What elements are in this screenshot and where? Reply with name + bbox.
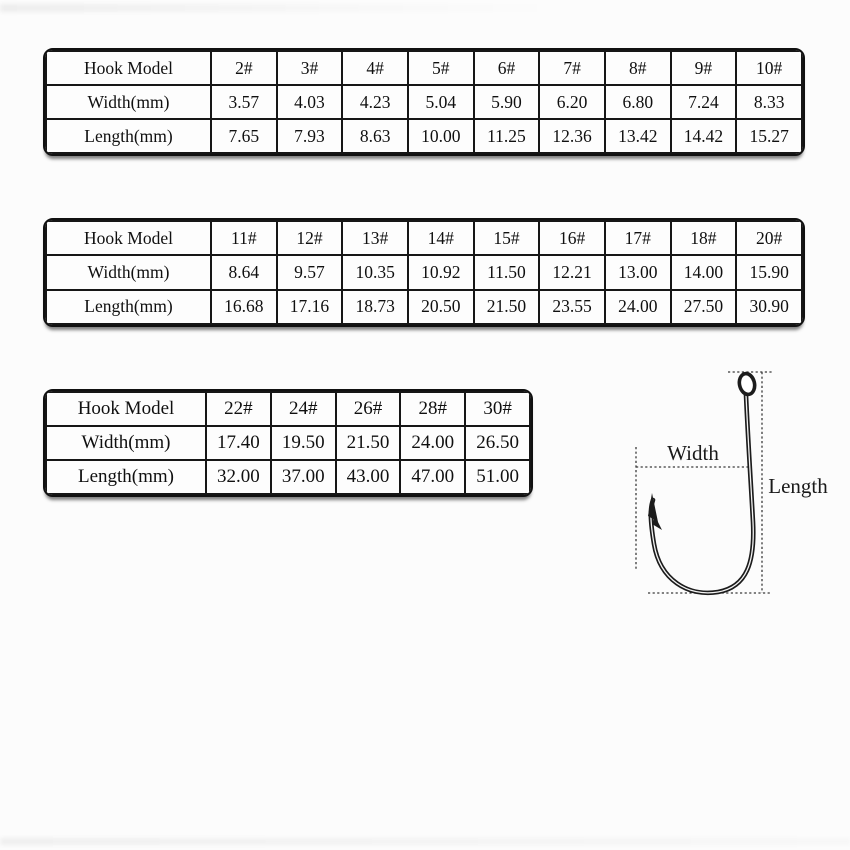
value-cell: 11.25: [474, 119, 540, 153]
hook-model-cell: 2#: [211, 51, 277, 85]
hook-model-cell: 22#: [206, 392, 271, 426]
hook-model-cell: 30#: [465, 392, 530, 426]
hook-spec-table-small-sizes: [43, 48, 805, 156]
value-cell: 13.42: [605, 119, 671, 153]
model-row: [46, 51, 802, 85]
row-header-cell: Length(mm): [46, 460, 206, 494]
hook-model-cell: 14#: [408, 221, 474, 255]
hook-model-cell: 17#: [605, 221, 671, 255]
hook-model-cell: 11#: [211, 221, 277, 255]
hook-model-cell: 13#: [342, 221, 408, 255]
value-cell: 12.36: [539, 119, 605, 153]
value-cell: 8.63: [342, 119, 408, 153]
value-cell: 32.00: [206, 460, 271, 494]
value-cell: 17.40: [206, 426, 271, 460]
value-cell: 43.00: [336, 460, 401, 494]
spec-table: [45, 391, 531, 495]
value-cell: 5.04: [408, 85, 474, 119]
hook-model-cell: 10#: [736, 51, 802, 85]
value-cell: 24.00: [605, 290, 671, 324]
length-row: [46, 460, 530, 494]
hook-model-cell: 5#: [408, 51, 474, 85]
value-cell: 6.20: [539, 85, 605, 119]
row-header-cell: Length(mm): [46, 290, 211, 324]
width-row: [46, 85, 802, 119]
hook-dimension-diagram: [600, 350, 850, 612]
row-header-cell: Width(mm): [46, 255, 211, 289]
value-cell: 23.55: [539, 290, 605, 324]
value-cell: 37.00: [271, 460, 336, 494]
spec-table: [45, 50, 803, 154]
value-cell: 7.24: [671, 85, 737, 119]
value-cell: 30.90: [736, 290, 802, 324]
value-cell: 18.73: [342, 290, 408, 324]
length-row: [46, 119, 802, 153]
hook-model-cell: 18#: [671, 221, 737, 255]
value-cell: 14.42: [671, 119, 737, 153]
value-cell: 15.90: [736, 255, 802, 289]
value-cell: 15.27: [736, 119, 802, 153]
spec-table-body: [46, 221, 802, 324]
model-row: [46, 392, 530, 426]
value-cell: 17.16: [277, 290, 343, 324]
value-cell: 3.57: [211, 85, 277, 119]
hook-model-cell: 4#: [342, 51, 408, 85]
hook-model-cell: 12#: [277, 221, 343, 255]
row-header-cell: Hook Model: [46, 51, 211, 85]
value-cell: 5.90: [474, 85, 540, 119]
fishing-hook-illustration: [648, 372, 757, 593]
value-cell: 10.35: [342, 255, 408, 289]
hook-shank-and-bend: [651, 395, 753, 593]
value-cell: 6.80: [605, 85, 671, 119]
value-cell: 20.50: [408, 290, 474, 324]
value-cell: 24.00: [400, 426, 465, 460]
value-cell: 12.21: [539, 255, 605, 289]
width-row: [46, 426, 530, 460]
value-cell: 11.50: [474, 255, 540, 289]
hook-spec-table-large-sizes: [43, 389, 533, 497]
hook-model-cell: 15#: [474, 221, 540, 255]
value-cell: 26.50: [465, 426, 530, 460]
spec-table: [45, 220, 803, 325]
value-cell: 8.33: [736, 85, 802, 119]
width-row: [46, 255, 802, 289]
scan-noise-bottom: [0, 838, 850, 845]
row-header-cell: Width(mm): [46, 85, 211, 119]
hook-model-cell: 8#: [605, 51, 671, 85]
row-header-cell: Hook Model: [46, 221, 211, 255]
length-row: [46, 290, 802, 324]
value-cell: 19.50: [271, 426, 336, 460]
row-header-cell: Length(mm): [46, 119, 211, 153]
hook-model-cell: 6#: [474, 51, 540, 85]
hook-model-cell: 16#: [539, 221, 605, 255]
model-row: [46, 221, 802, 255]
width-dimension-label: Width: [667, 441, 719, 465]
hook-model-cell: 24#: [271, 392, 336, 426]
row-header-cell: Hook Model: [46, 392, 206, 426]
hook-model-cell: 3#: [277, 51, 343, 85]
value-cell: 8.64: [211, 255, 277, 289]
value-cell: 27.50: [671, 290, 737, 324]
hook-model-cell: 9#: [671, 51, 737, 85]
value-cell: 10.00: [408, 119, 474, 153]
value-cell: 4.23: [342, 85, 408, 119]
value-cell: 14.00: [671, 255, 737, 289]
value-cell: 51.00: [465, 460, 530, 494]
value-cell: 21.50: [474, 290, 540, 324]
value-cell: 21.50: [336, 426, 401, 460]
hook-spec-table-medium-sizes: [43, 218, 805, 327]
length-dimension-label: Length: [768, 474, 828, 498]
scan-noise-top: [0, 4, 560, 12]
value-cell: 7.93: [277, 119, 343, 153]
hook-highlight: [651, 395, 753, 593]
hook-model-cell: 28#: [400, 392, 465, 426]
row-header-cell: Width(mm): [46, 426, 206, 460]
value-cell: 16.68: [211, 290, 277, 324]
value-cell: 4.03: [277, 85, 343, 119]
value-cell: 13.00: [605, 255, 671, 289]
value-cell: 10.92: [408, 255, 474, 289]
hook-eye: [737, 372, 756, 396]
value-cell: 9.57: [277, 255, 343, 289]
value-cell: 7.65: [211, 119, 277, 153]
spec-table-body: [46, 51, 802, 153]
hook-model-cell: 26#: [336, 392, 401, 426]
hook-model-cell: 7#: [539, 51, 605, 85]
hook-model-cell: 20#: [736, 221, 802, 255]
value-cell: 47.00: [400, 460, 465, 494]
spec-table-body: [46, 392, 530, 494]
